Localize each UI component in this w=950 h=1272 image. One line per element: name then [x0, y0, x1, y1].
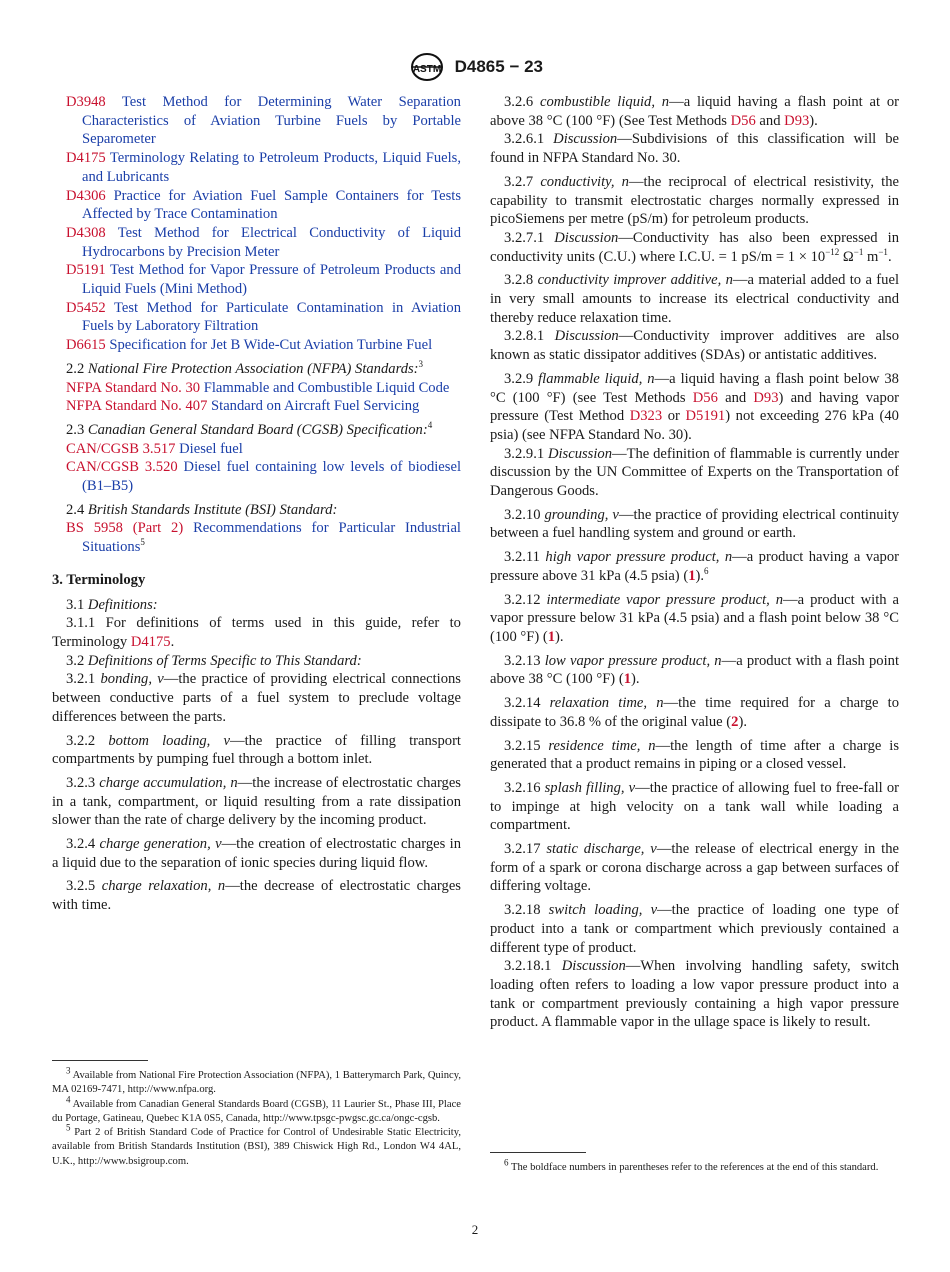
definition-grounding: 3.2.10 grounding, v—the practice of providing electrical continuity between a fuel handling system and ground or earth. [490, 506, 899, 542]
reference-item [52, 224, 461, 261]
document-designation: D4865 − 23 [454, 56, 544, 76]
reference-item [52, 149, 461, 186]
svg-text:ASTM: ASTM [412, 64, 442, 75]
footnotes-right [490, 1152, 899, 1175]
definition-switch-loading: 3.2.18 switch loading, v—the practice of loading one type of product into a tank or compartment which previously contained a different type of product. [490, 902, 899, 956]
definition-low-vapor-pressure-product: 3.2.13 low vapor pressure product, n—a product with a flash point above 38 °C (100 °F) (1). [490, 652, 900, 688]
reference-item [52, 519, 461, 556]
citation-link[interactable]: 2 [731, 713, 739, 730]
section-3-1: 3.1 Definitions: [66, 596, 158, 613]
reference-item [52, 93, 461, 149]
reference-code-link[interactable]: D56 [730, 112, 756, 129]
section-3-1-1: 3.1.1 For definitions of terms used in this guide, refer to Terminology D4175. [52, 615, 461, 650]
discussion-3-2-18-1: 3.2.18.1 Discussion—When involving handling safety, switch loading often refers to loading a low vapor pressure product into a tank or compartment previously containing a high vapor pressure product. A flammable vapor in the ullage space is likely to result. [490, 958, 899, 1031]
reference-title-link[interactable]: Terminology Relating to Petroleum Products, Liquid Fuels, and Lubricants [82, 150, 462, 185]
reference-code-link[interactable]: D4175 [130, 633, 171, 650]
left-column [52, 93, 461, 915]
reference-title-link[interactable]: Diesel fuel containing low levels of biodiesel (B1–B5) [82, 459, 461, 495]
right-column [490, 93, 899, 1032]
reference-code-link[interactable]: BS 5958 (Part 2) [66, 520, 184, 537]
footnote-ref: 3 [418, 358, 424, 369]
reference-code-link[interactable]: D323 [629, 408, 663, 425]
reference-code-link[interactable]: CAN/CGSB 3.520 [66, 459, 178, 476]
cgsb-section-heading: 2.3 Canadian General Standard Board (CGSB) Specification:$^4$ [66, 420, 433, 438]
definition-charge-accumulation: 3.2.3 charge accumulation, n—the increase of electrostatic charges in a tank, compartment, or liquid resulting from a rate dissipation slower than the rate of charge delivery by the incoming product. [52, 774, 461, 829]
reference-title-link[interactable]: Test Method for Vapor Pressure of Petroleum Products and Liquid Fuels (Mini Method) [82, 262, 461, 298]
reference-code-link[interactable]: NFPA Standard No. 407 [66, 398, 208, 415]
definition-flammable-liquid: 3.2.9 flammable liquid, n—a liquid having a flash point below 38 °C (100 °F) (see Test Methods D56 and D93) and having vapor pressure (Test Method D323 or D5191) not exceeding 276 kPa (40 psia) (see NFPA Standard No. 30). [490, 370, 899, 443]
citation-link[interactable]: 1 [623, 671, 631, 688]
footnote-5: $^5$ Part 2 of British Standard Code of Practice for Control of Undesirable Static Electricity, available from British Standards Institution (BSI), 389 Chiswick High Rd., London W4 4AL, U.K., http://www.bsigroup.com. [52, 1122, 461, 1167]
page-header [0, 52, 950, 82]
reference-code-link[interactable]: D5191 [66, 262, 106, 279]
reference-title-link[interactable]: Standard on Aircraft Fuel Servicing [211, 398, 420, 415]
reference-item [52, 397, 461, 416]
definition-charge-generation: 3.2.4 charge generation, v—the creation of electrostatic charges in a liquid due to the separation of ionic species during liquid flow. [52, 836, 461, 871]
definition-relaxation-time: 3.2.14 relaxation time, n—the time required for a charge to dissipate to 36.8 % of the original value (2). [490, 695, 899, 730]
definition-charge-relaxation: 3.2.5 charge relaxation, n—the decrease of electrostatic charges with time. [52, 878, 461, 914]
definition-residence-time: 3.2.15 residence time, n—the length of time after a charge is generated that a product remains in piping or a closed vessel. [490, 737, 899, 773]
reference-code-link[interactable]: D4308 [66, 224, 106, 241]
reference-title-link[interactable]: Flammable and Combustible Liquid Code [203, 379, 450, 396]
reference-code-link[interactable]: D6615 [66, 337, 106, 354]
discussion-3-2-8-1: 3.2.8.1 Discussion—Conductivity improver additives are also known as static dissipator additives (SDAs) or antistatic additives. [490, 328, 899, 364]
reference-code-link[interactable]: D93 [753, 389, 779, 406]
discussion-3-2-6-1: 3.2.6.1 Discussion—Subdivisions of this classification will be found in NFPA Standard No. 30. [490, 131, 899, 167]
footnote-ref: 6 [704, 566, 709, 577]
footnotes-left [52, 1060, 461, 1169]
reference-code-link[interactable]: D3948 [66, 94, 106, 110]
astm-logo-icon [407, 52, 447, 82]
reference-code-link[interactable]: D56 [692, 389, 718, 406]
section-3-2: 3.2 Definitions of Terms Specific to This Standard: [66, 652, 362, 669]
reference-title-link[interactable]: Recommendations for Particular Industrial Situations [82, 520, 461, 556]
reference-item [52, 187, 461, 224]
footnote-ref: 5 [140, 537, 145, 548]
reference-item [52, 440, 461, 459]
nfpa-section-heading: 2.2 National Fire Protection Association (NFPA) Standards:$^3$ [66, 358, 424, 377]
reference-title-link[interactable]: Test Method for Particulate Contamination in Aviation Fuels by Laboratory Filtration [82, 299, 461, 335]
reference-title-link[interactable]: Specification for Jet B Wide-Cut Aviation Turbine Fuel [109, 337, 433, 354]
discussion-3-2-9-1: 3.2.9.1 Discussion—The definition of flammable is currently under discussion by the UN Committee of Experts on the Transportation of Dangerous Goods. [490, 445, 899, 500]
definition-conductivity-improver-additive: 3.2.8 conductivity improver additive, n—a material added to a fuel in very small amounts to increase its electrical conductivity and thereby reduce relaxation time. [490, 272, 899, 326]
terminology-heading: 3. Terminology [52, 571, 146, 588]
reference-code-link[interactable]: D5191 [685, 408, 726, 425]
discussion-3-2-7-1: 3.2.7.1 Discussion—Conductivity has also been expressed in conductivity units (C.U.) where I.C.U. = 1 $pS/m = 1 \times 10^{-12}$ $\Omega^{-1}$ $m^{-1}$. [490, 229, 900, 265]
reference-title-link[interactable]: Practice for Aviation Fuel Sample Containers for Tests Affected by Trace Contamination [82, 187, 461, 223]
definition-bonding: 3.2.1 bonding, v—the practice of providing electrical connections between conductive parts of a fuel system to preclude voltage differences between the parts. [52, 671, 461, 725]
reference-code-link[interactable]: D4175 [66, 150, 106, 167]
definition-intermediate-vapor-pressure-product: 3.2.12 intermediate vapor pressure product, n—a product with a vapor pressure below 31 kPa (4.5 psia) and a flash point below 38 °C (100 °F) (1). [490, 591, 899, 645]
footnote-ref: 4 [427, 420, 433, 431]
reference-code-link[interactable]: NFPA Standard No. 30 [66, 379, 201, 396]
reference-code-link[interactable]: D4306 [66, 187, 106, 204]
definition-high-vapor-pressure-product: 3.2.11 high vapor pressure product, n—a product having a vapor pressure above 31 kPa (4.5 psia) (1).$^6$ [490, 549, 899, 584]
page-number: 2 [471, 1222, 479, 1237]
footnote-3: $^3$ Available from National Fire Protection Association (NFPA), 1 Batterymarch Park, Quincy, MA 02169-7471, http://www.nfpa.org. [52, 1065, 461, 1096]
definition-combustible-liquid: 3.2.6 combustible liquid, n—a liquid having a flash point at or above 38 °C (100 °F) (See Test Methods D56 and D93). [490, 94, 899, 129]
reference-item [52, 299, 461, 336]
reference-code-link[interactable]: D93 [784, 112, 810, 129]
citation-link[interactable]: 1 [688, 567, 696, 584]
reference-title-link[interactable]: Test Method for Determining Water Separation Characteristics of Aviation Turbine Fuels by Portable Separometer [82, 94, 461, 148]
citation-link[interactable]: 1 [547, 628, 556, 645]
bsi-section-heading: 2.4 British Standards Institute (BSI) Standard: [66, 501, 338, 518]
referenced-documents-list [52, 93, 461, 355]
footnote-6: $^6$ The boldface numbers in parentheses refer to the references at the end of this standard. [504, 1157, 879, 1173]
reference-title-link[interactable]: Diesel fuel [179, 440, 243, 457]
footnote-divider [52, 1060, 148, 1061]
reference-code-link[interactable]: CAN/CGSB 3.517 [66, 440, 176, 457]
definition-static-discharge: 3.2.17 static discharge, v—the release of electrical energy in the form of a spark or corona discharge across a gap between surfaces of differing voltage. [490, 841, 899, 895]
reference-item [52, 379, 461, 398]
definition-bottom-loading: 3.2.2 bottom loading, v—the practice of filling transport compartments by pumping fuel through a bottom inlet. [52, 732, 461, 768]
reference-code-link[interactable]: D5452 [66, 299, 106, 316]
footnote-4: $^4$ Available from Canadian General Standards Board (CGSB), 11 Laurier St., Phase III, Place du Portage, Gatineau, Quebec K1A 0S5, Canada, http://www.tpsgc-pwgsc.gc.ca/ongc-cgsb. [52, 1094, 461, 1124]
definition-conductivity: 3.2.7 conductivity, n—the reciprocal of electrical resistivity, the capability to transmit electrostatic charges normally expressed in picoSiemens per metre (pS/m) for petroleum products. [490, 173, 899, 228]
reference-item [52, 261, 461, 298]
footnote-divider [490, 1152, 586, 1153]
reference-item [52, 336, 461, 355]
definition-splash-filling: 3.2.16 splash filling, v—the practice of allowing fuel to free-fall or to impinge at high velocity on a tank wall while loading a compartment. [490, 779, 900, 834]
reference-title-link[interactable]: Test Method for Electrical Conductivity of Liquid Hydrocarbons by Precision Meter [82, 224, 461, 260]
reference-item [52, 458, 461, 495]
